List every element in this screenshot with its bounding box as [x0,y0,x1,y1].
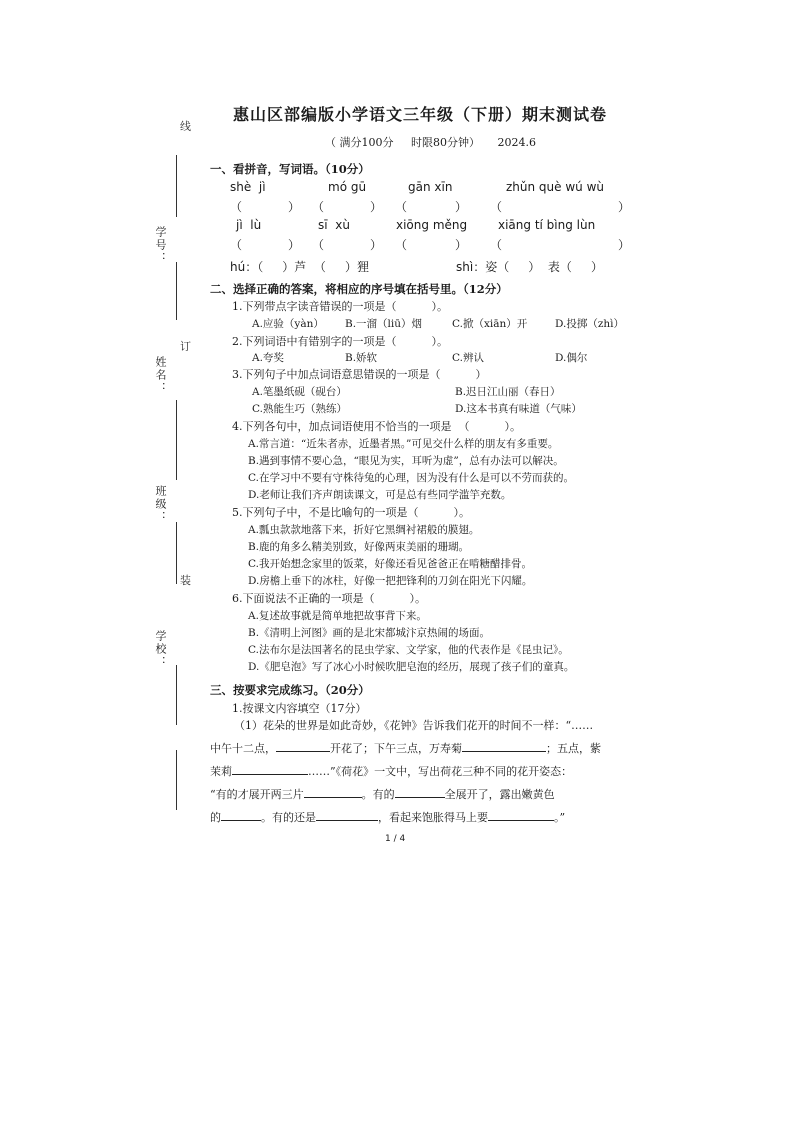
class-line[interactable] [176,522,177,584]
class-label: 班级： [154,485,167,524]
blank-field[interactable] [221,810,261,821]
answer-box-close: ） [455,238,468,252]
option[interactable]: C.辨认 [452,352,484,364]
blank-field[interactable] [232,764,308,775]
binding-mark-order: 订 [180,340,191,353]
answer-box-open[interactable]: （ [230,200,243,214]
pinyin-prompt: jì lù [236,218,262,232]
pinyin-prompt: xiōng měng [396,218,468,232]
option[interactable]: D.老师让我们齐声朗读课文，可是总有些同学滥竽充数。 [248,489,512,501]
pinyin-prompt: sī xù [318,218,350,232]
blank-field[interactable] [462,741,546,752]
answer-box-close: ） [618,200,631,214]
pinyin-prompt: mó gū [328,180,367,194]
blank-field[interactable] [304,787,362,798]
answer-box-close: ） [370,200,383,214]
option[interactable]: A.应验（yàn） [252,318,324,330]
option[interactable]: A.复述故事就是简单地把故事背下来。 [248,610,427,622]
question-stem: 2.下列词语中有错别字的一项是（ ）。 [232,335,448,348]
student-number-label: 学号： [154,226,167,265]
option[interactable]: D.这本书真有味道（气味） [455,403,582,415]
option[interactable]: C.熟能生巧（熟练） [252,403,347,415]
pinyin-prompt: shè jì [230,180,266,194]
pinyin-prompt: gān xīn [408,180,453,194]
option[interactable]: A.瓢虫款款地落下来，折好它黑绸衬裙般的膜翅。 [248,524,480,536]
section-heading: 一、看拼音，写词语。（10分） [210,162,370,176]
answer-box-close: ） [288,238,301,252]
question-stem: 5.下列句子中，不是比喻句的一项是（ ）。 [232,506,470,519]
option[interactable]: B.《清明上河图》画的是北宋都城汴京热闹的场面。 [248,627,491,639]
option[interactable]: D.《肥皂泡》写了冰心小时候吹肥皂泡的经历，展现了孩子们的童真。 [248,661,575,673]
pinyin-prompt: zhǔn què wú wù [506,180,605,194]
section-heading: 三、按要求完成练习。（20分） [210,683,370,697]
option[interactable]: C.在学习中不要有守株待兔的心理，因为没有什么是可以不劳而获的。 [248,472,574,484]
answer-box-close: ） [618,238,631,252]
answer-box-close: ） [455,200,468,214]
question-stem: 6.下面说法不正确的一项是（ ）。 [232,592,426,605]
question-stem: 1.下列带点字读音错误的一项是（ ）。 [232,300,448,313]
option[interactable]: A.常言道：“近朱者赤，近墨者黑。”可见交什么样的朋友有多重要。 [248,438,559,450]
student-number-line[interactable] [176,262,177,320]
student-name-label: 姓名： [154,356,167,395]
option[interactable]: D.投掷（zhì） [555,318,625,330]
answer-box-close: ） [370,238,383,252]
student-name-line[interactable] [176,400,177,480]
page-number: 1 / 4 [385,834,406,844]
binding-mark-line: 线 [180,120,191,133]
blank-field[interactable] [395,787,445,798]
school-label: 学校： [154,630,167,669]
option[interactable]: D.房檐上垂下的冰柱，好像一把把锋利的刀剑在阳光下闪耀。 [248,575,533,587]
answer-box-open[interactable]: （ [312,200,325,214]
answer-box-open[interactable]: （ [395,200,408,214]
option[interactable]: B.一溜（liū）烟 [345,318,423,330]
option[interactable]: B.遇到事情不要心急，“眼见为实，耳听为虚”，总有办法可以解决。 [248,455,564,467]
answer-box-close: ） [288,200,301,214]
section-heading: 二、选择正确的答案，将相应的序号填在括号里。（12分） [210,282,508,296]
homophone-shi[interactable]: shì：姿（ ） 表（ ） [456,260,603,274]
subsection-title: 1.按课文内容填空（17分） [232,702,367,715]
option[interactable]: D.偶尔 [555,352,588,364]
page-title: 惠山区部编版小学语文三年级（下册）期末测试卷 [232,105,607,124]
paragraph-line: 中午十二点， 开花了；下午三点，万寿菊 ；五点，紫 [210,742,601,755]
option[interactable]: A.笔墨纸砚（砚台） [252,386,347,398]
option[interactable]: B.迟日江山丽（春日） [455,386,561,398]
pinyin-prompt: xiāng tí bìng lùn [498,218,596,232]
option[interactable]: C.我开始想念家里的饭菜，好像还看见爸爸正在啃糖醋排骨。 [248,558,532,570]
paragraph-line: 茉莉 ……”《荷花》一文中，写出荷花三种不同的花开姿态： [210,765,573,778]
blank-field[interactable] [316,810,378,821]
option[interactable]: A.夸奖 [252,352,284,364]
binding-margin [150,110,200,830]
blank-field[interactable] [488,810,554,821]
binding-divider [176,155,177,217]
answer-box-open[interactable]: （ [395,238,408,252]
option[interactable]: C.掀（xiān）开 [452,318,528,330]
question-stem: 3.下列句子中加点词语意思错误的一项是（ ） [232,368,487,381]
option[interactable]: C.法布尔是法国著名的昆虫学家、文学家，他的代表作是《昆虫记》。 [248,644,569,656]
option[interactable]: B.娇软 [345,352,378,364]
answer-box-open[interactable]: （ [490,200,503,214]
fill-in-paragraph [210,714,630,829]
answer-box-open[interactable]: （ [312,238,325,252]
exam-info: （ 满分100分 时限80分钟） 2024.6 [325,136,536,149]
blank-field[interactable] [276,741,330,752]
paragraph-line: “有的才展开两三片 。有的 全展开了，露出嫩黄色 [210,788,555,801]
paragraph-line: 的 。有的还是 ，看起来饱胀得马上要 。” [210,811,566,824]
question-stem: 4.下列各句中，加点词语使用不恰当的一项是 （ ）。 [232,420,521,433]
paragraph-line: （1）花朵的世界是如此奇妙，《花钟》告诉我们花开的时间不一样：“…… [234,719,594,732]
option[interactable]: B.鹿的角多么精美别致，好像两束美丽的珊瑚。 [248,541,470,553]
answer-box-open[interactable]: （ [490,238,503,252]
binding-mark-bind: 装 [180,574,191,587]
homophone-hu[interactable]: hú：（ ）芦 （ ）狸 [230,260,369,274]
binding-divider [176,750,177,810]
answer-box-open[interactable]: （ [230,238,243,252]
school-line[interactable] [176,665,177,725]
